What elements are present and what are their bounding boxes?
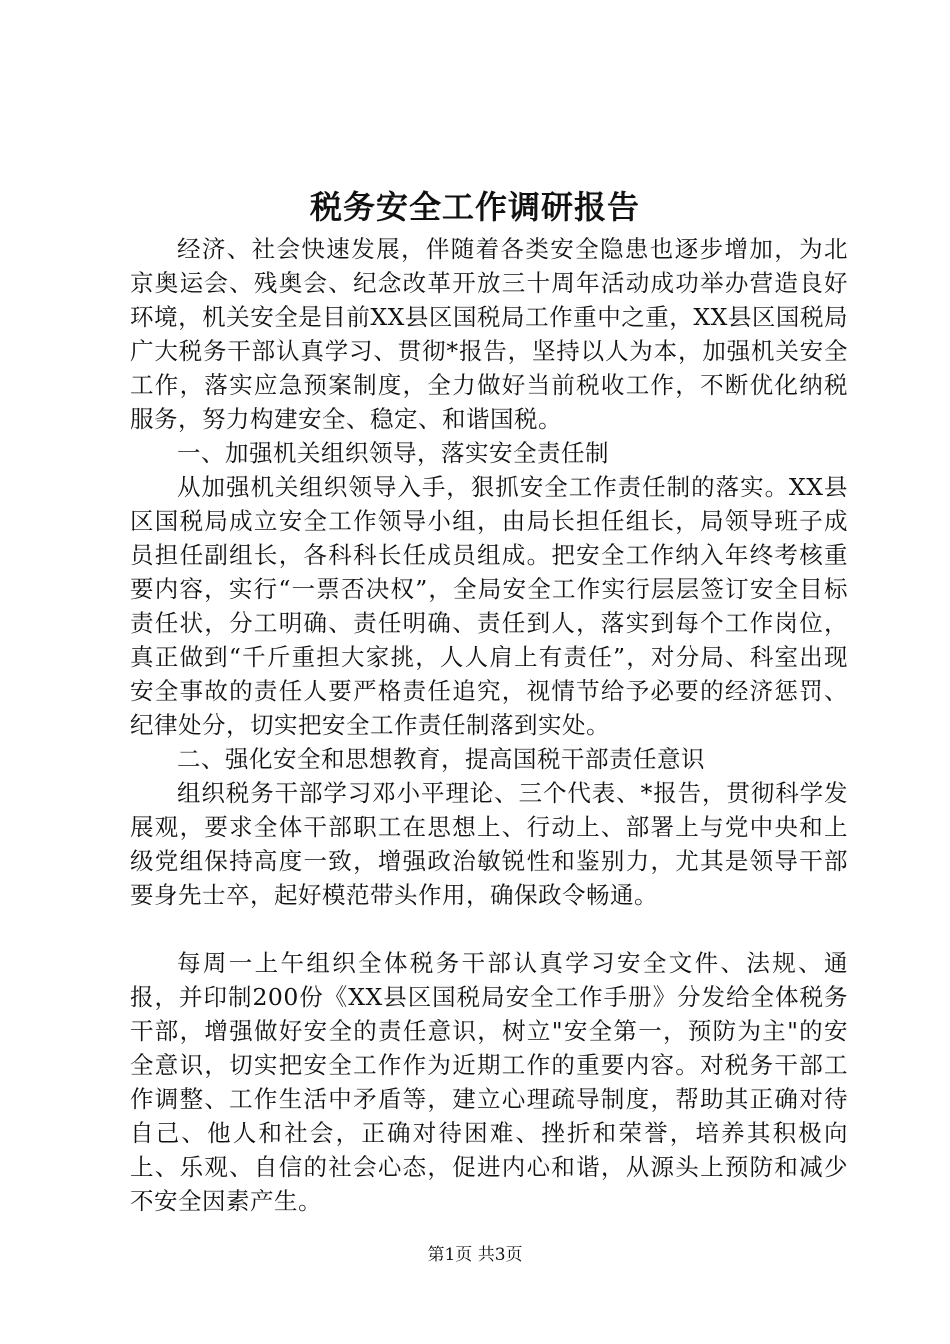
- paragraph-section-1: 从加强机关组织领导入手，狠抓安全工作责任制的落实。XX县区国税局成立安全工作领导小组，由局长担任组长，局领导班子成员担任副组长，各科科长任成员组成。把安全工作纳入年终考核重要内容，实行“一票否决权”，全局安全工作实行层层签订安全目标责任状，分工明确、责任明确、责任到人，落实到每个工作岗位，真正做到“千斤重担大家挑，人人肩上有责任”，对分局、科室出现安全事故的责任人要严格责任追究，视情节给予必要的经济惩罚、纪律处分，切实把安全工作责任制落到实处。: [130, 473, 848, 739]
- document-body: [130, 232, 848, 1218]
- section-heading-1: 一、加强机关组织领导，落实安全责任制: [177, 439, 609, 467]
- document-title: 税务安全工作调研报告: [309, 188, 640, 226]
- paragraph-section-2b: 每周一上午组织全体税务干部认真学习安全文件、法规、通报，并印制200份《XX县区国税局安全工作手册》分发给全体税务干部，增强做好安全的责任意识，树立"安全第一，预防为主"的安全意识，切实把安全工作作为近期工作的重要内容。对税务干部工作调整、工作生活中矛盾等，建立心理疏导制度，帮助其正确对待自己、他人和社会，正确对待困难、挫折和荣誉，培养其积极向上、乐观、自信的社会心态，促进内心和谐，从源头上预防和减少不安全因素产生。: [130, 949, 848, 1215]
- page-number-footer: 第1页 共3页: [427, 1245, 523, 1265]
- section-heading-2: 二、强化安全和思想教育，提高国税干部责任意识: [177, 745, 705, 773]
- paragraph-section-2a: 组织税务干部学习邓小平理论、三个代表、*报告，贯彻科学发展观，要求全体干部职工在思想上、行动上、部署上与党中央和上级党组保持高度一致，增强政治敏锐性和鉴别力，尤其是领导干部要身先士卒，起好模范带头作用，确保政令畅通。: [130, 779, 848, 909]
- paragraph-intro: 经济、社会快速发展，伴随着各类安全隐患也逐步增加，为北京奥运会、残奥会、纪念改革开放三十周年活动成功举办营造良好环境，机关安全是目前XX县区国税局工作重中之重，XX县区国税局广大税务干部认真学习、贯彻*报告，坚持以人为本，加强机关安全工作，落实应急预案制度，全力做好当前税收工作，不断优化纳税服务，努力构建安全、稳定、和谐国税。: [130, 235, 848, 433]
